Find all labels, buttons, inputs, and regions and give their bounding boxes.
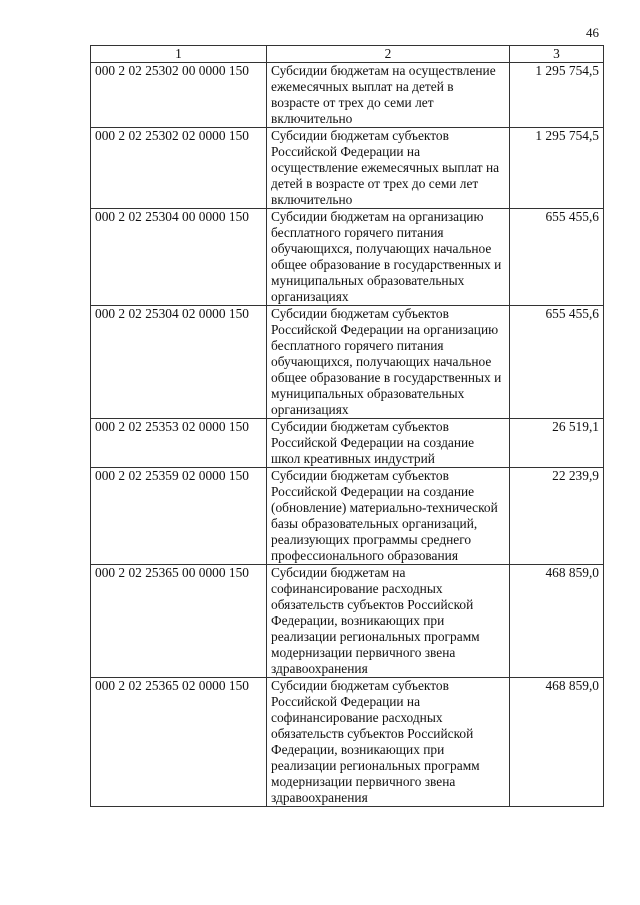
table-row [91, 565, 604, 678]
page-number: 46 [586, 25, 599, 40]
item-name: Субсидии бюджетам на софинансирование расходных обязательств субъектов Российской Федерации, возникающих при реализации региональных программ модернизации первичного звена здравоохранения [267, 565, 510, 678]
item-name: Субсидии бюджетам субъектов Российской Федерации на софинансирование расходных обязательств субъектов Российской Федерации, возникающих при реализации региональных программ модернизации первичного звена здравоохранения [267, 678, 510, 807]
item-name: Субсидии бюджетам на организацию бесплатного горячего питания обучающихся, получающих начальное общее образование в государственных и муниципальных образовательных организациях [267, 209, 510, 306]
item-name: Субсидии бюджетам на осуществление ежемесячных выплат на детей в возрасте от трех до семи лет включительно [267, 63, 510, 128]
header-row [91, 46, 604, 63]
item-amount: 22 239,9 [510, 468, 604, 565]
item-amount: 468 859,0 [510, 678, 604, 807]
budget-code: 000 2 02 25365 00 0000 150 [91, 565, 267, 678]
item-name: Субсидии бюджетам субъектов Российской Федерации на создание школ креативных индустрий [267, 419, 510, 468]
item-name: Субсидии бюджетам субъектов Российской Федерации на осуществление ежемесячных выплат на детей в возрасте от трех до семи лет включительно [267, 128, 510, 209]
budget-code: 000 2 02 25365 02 0000 150 [91, 678, 267, 807]
table-row [91, 678, 604, 807]
item-amount: 655 455,6 [510, 209, 604, 306]
table-row [91, 209, 604, 306]
budget-code: 000 2 02 25302 00 0000 150 [91, 63, 267, 128]
budget-table [90, 45, 604, 807]
item-amount: 1 295 754,5 [510, 63, 604, 128]
header-col-1: 1 [91, 46, 267, 63]
header-col-3: 3 [510, 46, 604, 63]
table-row [91, 63, 604, 128]
table-row [91, 306, 604, 419]
item-amount: 1 295 754,5 [510, 128, 604, 209]
table-row [91, 468, 604, 565]
header-col-2: 2 [267, 46, 510, 63]
budget-code: 000 2 02 25304 00 0000 150 [91, 209, 267, 306]
budget-code: 000 2 02 25304 02 0000 150 [91, 306, 267, 419]
budget-code: 000 2 02 25359 02 0000 150 [91, 468, 267, 565]
table-row [91, 419, 604, 468]
budget-code: 000 2 02 25353 02 0000 150 [91, 419, 267, 468]
item-name: Субсидии бюджетам субъектов Российской Федерации на организацию бесплатного горячего питания обучающихся, получающих начальное общее образование в государственных и муниципальных образовательных организациях [267, 306, 510, 419]
item-amount: 468 859,0 [510, 565, 604, 678]
budget-code: 000 2 02 25302 02 0000 150 [91, 128, 267, 209]
item-amount: 655 455,6 [510, 306, 604, 419]
table-row [91, 128, 604, 209]
item-name: Субсидии бюджетам субъектов Российской Федерации на создание (обновление) материально-технической базы образовательных организаций, реализующих программы среднего профессионального образования [267, 468, 510, 565]
item-amount: 26 519,1 [510, 419, 604, 468]
